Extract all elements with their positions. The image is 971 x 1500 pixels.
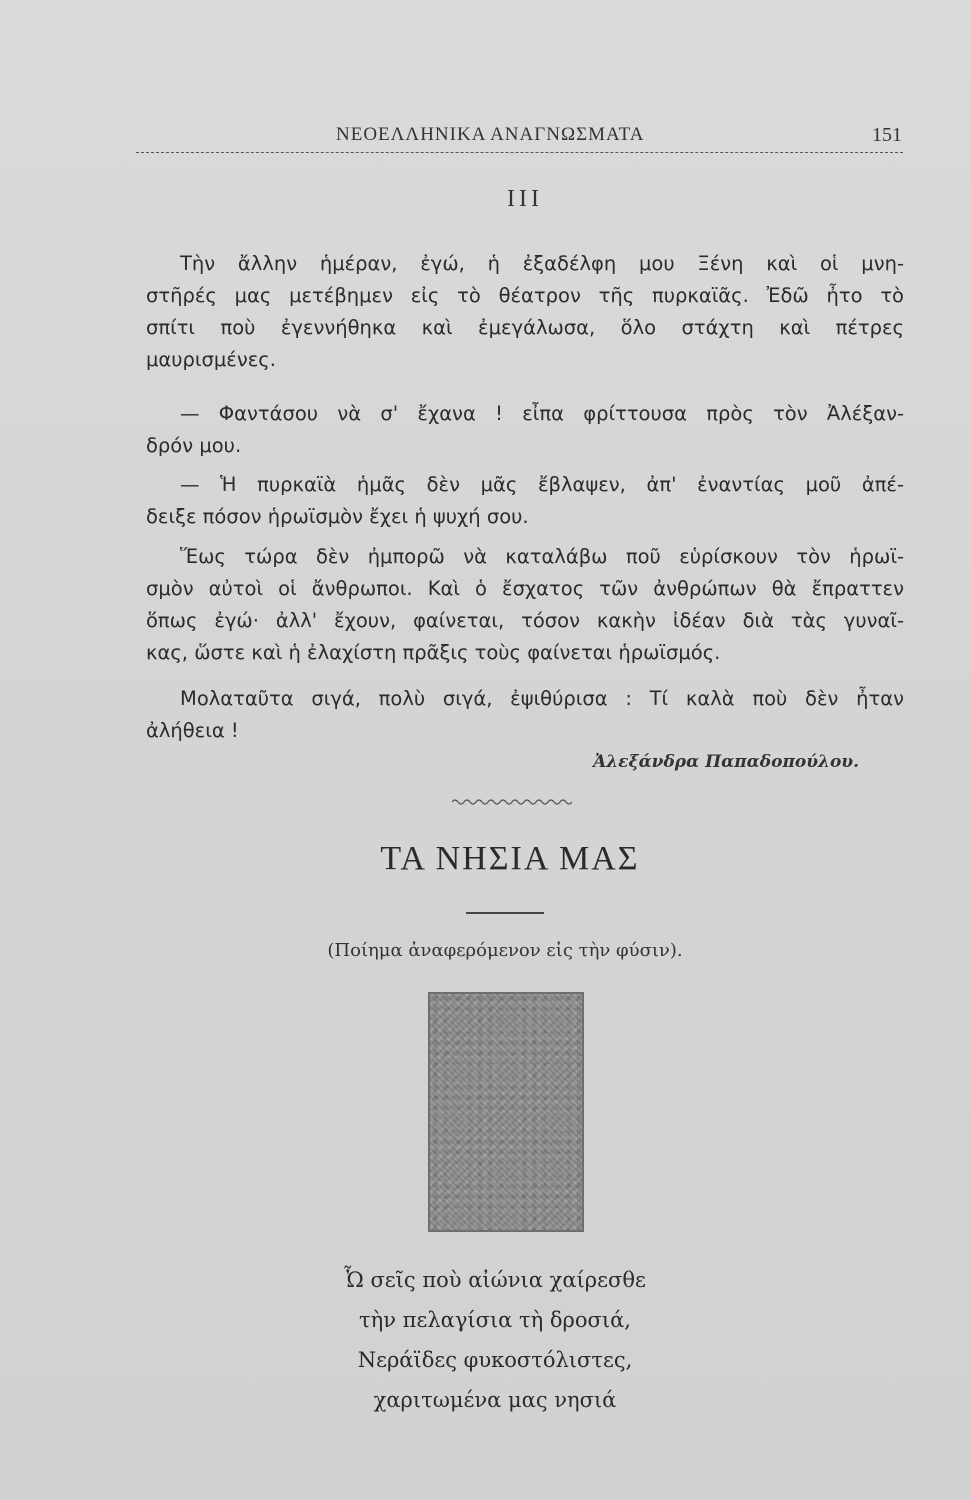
text-line: — Ἡ πυρκαϊὰ ἡμᾶς δὲν μᾶς ἔβλαψεν, ἀπ' ἐναντίας μοῦ ἀπέ- — [180, 473, 904, 496]
text-line: Τὴν ἄλλην ἡμέραν, ἐγώ, ἡ ἐξαδέλφη μου Ξένη καὶ οἱ μνη- — [180, 252, 904, 275]
text-line: ἀλήθεια ! — [146, 719, 239, 742]
author-signature: Ἀλεξάνδρα Παπαδοπούλου. — [593, 752, 859, 772]
text-line: Ἕως τώρα δὲν ἠμπορῶ νὰ καταλάβω ποῦ εὑρίσκουν τὸν ἡρωϊ- — [180, 545, 904, 568]
text-line: στῆρές μας μετέβημεν εἰς τὸ θέατρον τῆς πυρκαϊᾶς. Ἐδῶ ἦτο τὸ — [146, 284, 904, 307]
text-line: σπίτι ποὺ ἐγεννήθηκα καὶ ἐμεγάλωσα, ὅλο στάχτη καὶ πέτρες — [146, 316, 904, 339]
paragraph-3 — [146, 469, 904, 533]
text-line: κας, ὥστε καὶ ἡ ἐλαχίστη πρᾶξις τοὺς φαίνεται ἡρωϊσμός. — [146, 641, 721, 664]
page-number: 151 — [872, 124, 902, 146]
text-line: δειξε πόσον ἡρωϊσμὸν ἔχει ἡ ψυχή σου. — [146, 505, 529, 528]
island-engraving-illustration — [428, 992, 584, 1232]
header-divider — [136, 152, 903, 153]
poem-title: ΤΑ ΝΗΣΙΑ ΜΑΣ — [380, 840, 640, 877]
paragraph-2 — [146, 398, 904, 462]
running-head-title: ΝΕΟΕΛΛΗΝΙΚΑ ΑΝΑΓΝΩΣΜΑΤΑ — [336, 124, 645, 145]
text-line: ὅπως ἐγώ· ἀλλ' ἔχουν, φαίνεται, τόσον κακὴν ἰδέαν διὰ τὰς γυναῖ- — [146, 609, 904, 632]
text-line: δρόν μου. — [146, 434, 242, 457]
poem-line: Ὦ σεῖς ποὺ αἰώνια χαίρεσθε — [344, 1268, 646, 1292]
poem-line: Νεράϊδες φυκοστόλιστες, — [357, 1348, 633, 1372]
poem-subtitle: (Ποίημα ἀναφερόμενον εἰς τὴν φύσιν). — [327, 940, 683, 961]
text-line: μαυρισμένες. — [146, 348, 276, 371]
text-line: Μολαταῦτα σιγά, πολὺ σιγά, ἐψιθύρισα : Τί καλὰ ποὺ δὲν ἦταν — [180, 687, 904, 710]
text-line: σμὸν αὐτοὶ οἱ ἄνθρωποι. Καὶ ὁ ἔσχατος τῶν ἀνθρώπων θὰ ἔπραττεν — [146, 577, 904, 600]
wavy-divider — [452, 798, 572, 806]
paragraph-5 — [146, 683, 904, 747]
section-number: III — [507, 186, 543, 212]
paragraph-4 — [146, 541, 904, 669]
paragraph-1 — [146, 248, 904, 376]
poem-line: τὴν πελαγίσια τὴ δροσιά, — [359, 1308, 631, 1332]
poem-line: χαριτωμένα μας νησιά — [373, 1388, 617, 1412]
running-head — [136, 122, 906, 152]
title-underline — [466, 912, 544, 914]
text-line: — Φαντάσου νὰ σ' ἔχανα ! εἶπα φρίττουσα πρὸς τὸν Ἀλέξαν- — [180, 402, 904, 425]
poem-stanza — [0, 1260, 971, 1420]
